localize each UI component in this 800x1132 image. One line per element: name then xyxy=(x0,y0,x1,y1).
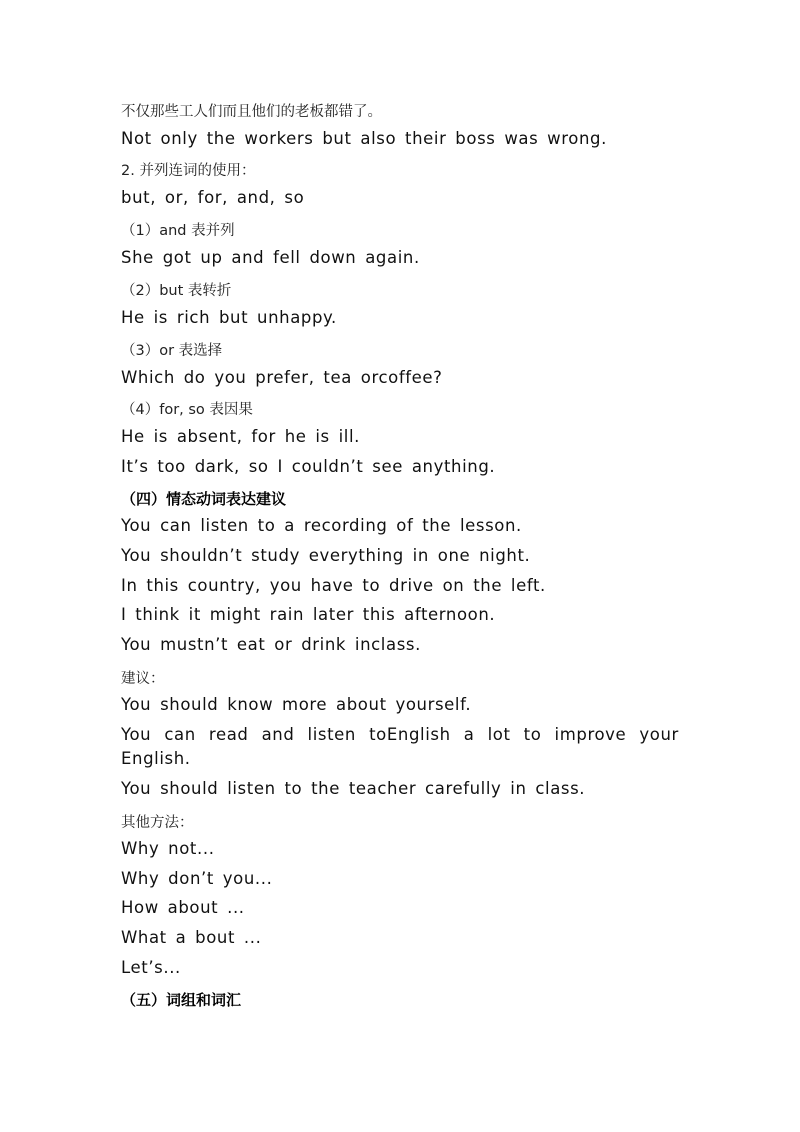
example-sentence: He is absent, for he is ill. xyxy=(121,427,360,446)
example-sentence: It’s too dark, so I couldn’t see anything. xyxy=(121,457,496,476)
example-sentence: I think it might rain later this afternoon. xyxy=(121,605,496,624)
example-sentence: You can listen to a recording of the lesson. xyxy=(121,516,522,535)
subheading-and: （1）and 表并列 xyxy=(121,223,235,239)
example-sentence: Which do you prefer, tea orcoffee? xyxy=(121,368,443,387)
example-sentence: You should listen to the teacher carefully in class. xyxy=(121,779,586,798)
sentence-continuation: English. xyxy=(121,749,191,768)
phrase: What a bout ... xyxy=(121,928,262,947)
example-sentence: You should know more about yourself. xyxy=(121,695,472,714)
word: toEnglish xyxy=(369,725,451,744)
subheading-for-so: （4）for, so 表因果 xyxy=(121,402,253,418)
section-heading-modal-verbs: （四）情态动词表达建议 xyxy=(121,490,287,508)
word: You xyxy=(121,725,152,744)
word: improve xyxy=(554,725,627,744)
word: lot xyxy=(487,725,511,744)
conjunction-list: but, or, for, and, so xyxy=(121,188,305,207)
word: your xyxy=(639,725,679,744)
example-sentence: He is rich but unhappy. xyxy=(121,308,337,327)
subheading-suggestions: 建议： xyxy=(121,671,165,687)
phrase: Why don’t you... xyxy=(121,869,273,888)
example-sentence: You mustn’t eat or drink inclass. xyxy=(121,635,421,654)
word: read xyxy=(208,725,249,744)
english-sentence: Not only the workers but also their boss was wrong. xyxy=(121,129,607,148)
subheading-but: （2）but 表转折 xyxy=(121,283,232,299)
subheading-or: （3）or 表选择 xyxy=(121,343,223,359)
phrase: How about ... xyxy=(121,898,245,917)
phrase: Let’s... xyxy=(121,958,181,977)
word: can xyxy=(164,725,196,744)
word: a xyxy=(463,725,475,744)
phrase: Why not... xyxy=(121,839,215,858)
subheading-other-methods: 其他方法： xyxy=(121,815,194,831)
example-sentence: You shouldn’t study everything in one night. xyxy=(121,546,531,565)
section-heading-coordinating-conjunctions: 2. 并列连词的使用： xyxy=(121,163,256,179)
example-sentence: In this country, you have to drive on the left. xyxy=(121,576,546,595)
word: to xyxy=(523,725,542,744)
justified-sentence-line xyxy=(121,725,679,744)
word: listen xyxy=(307,725,356,744)
word: and xyxy=(261,725,295,744)
chinese-sentence: 不仅那些工人们而且他们的老板都错了。 xyxy=(121,104,382,120)
example-sentence: She got up and fell down again. xyxy=(121,248,420,267)
section-heading-vocabulary: （五）词组和词汇 xyxy=(121,991,242,1009)
